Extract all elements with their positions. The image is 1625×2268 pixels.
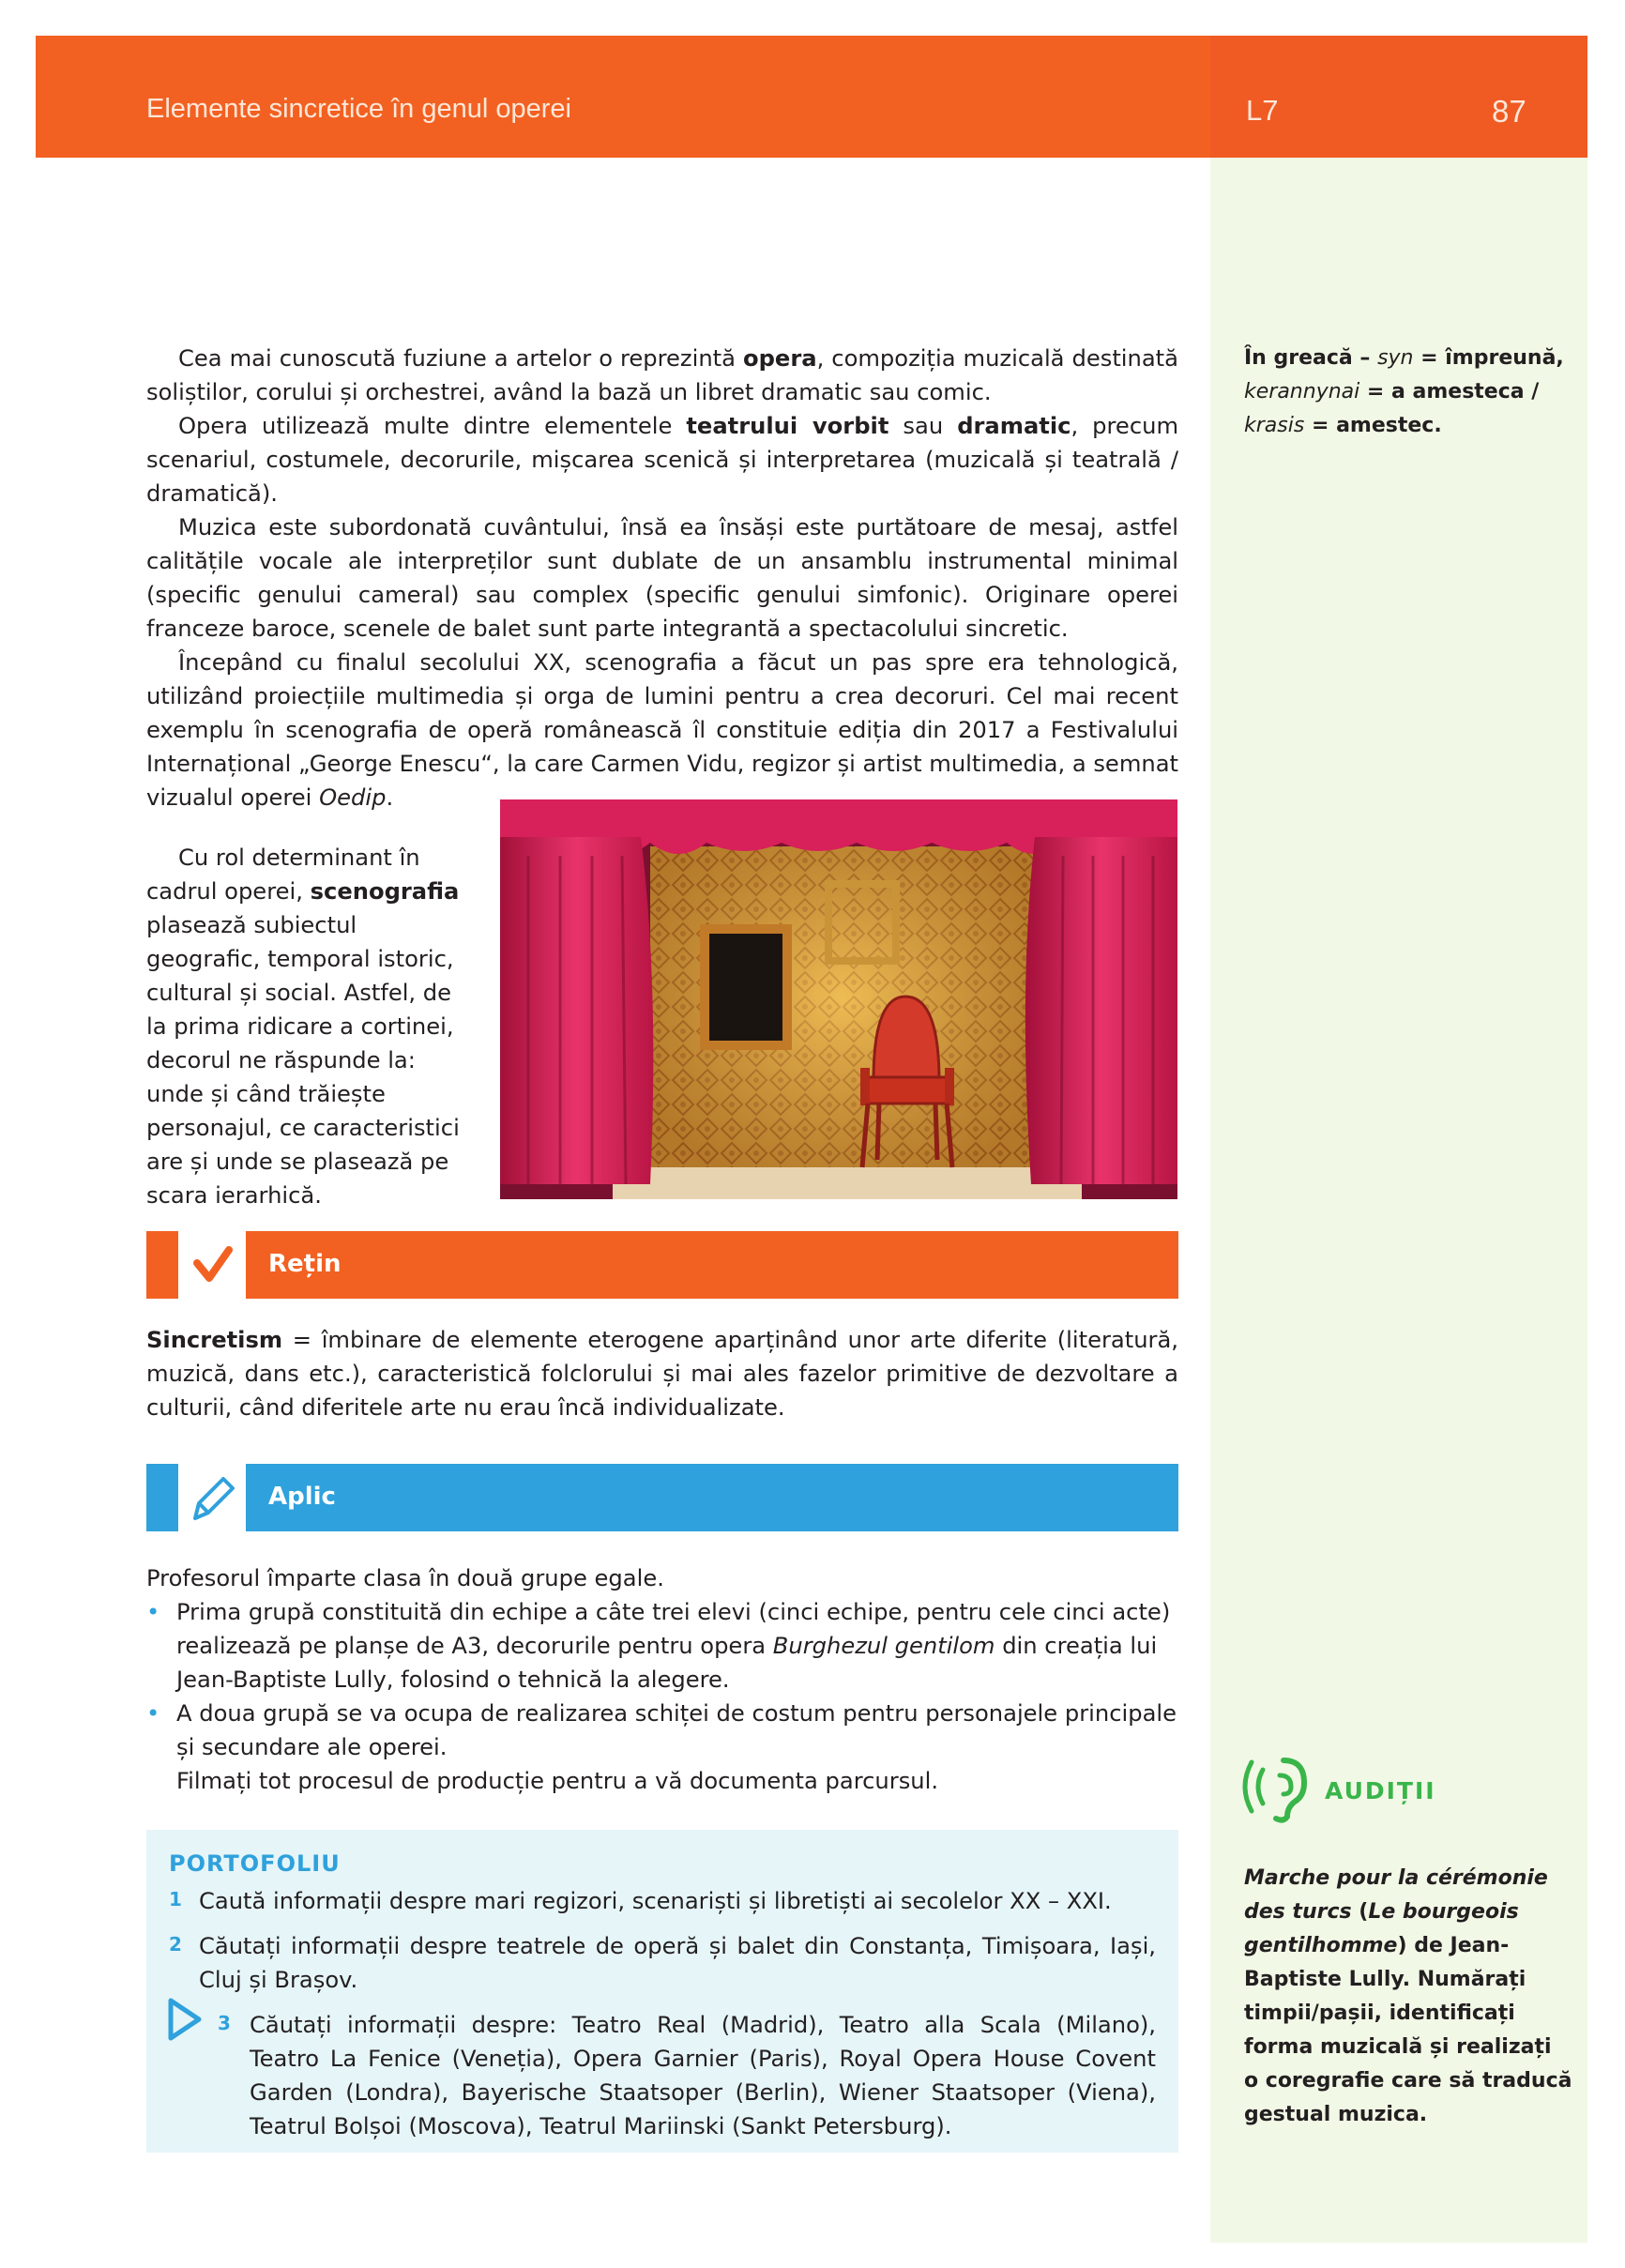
text: din creația lui Jean-Baptiste Lully, folosind o tehnică la alegere.	[176, 1633, 1158, 1693]
note-syn-def: = împreună,	[1413, 346, 1564, 370]
text: .	[386, 784, 394, 811]
intro-text	[146, 342, 1178, 814]
aplic-label: Aplic	[268, 1483, 336, 1511]
ornate-frame	[705, 929, 787, 1045]
pencil-icon	[178, 1464, 246, 1531]
bold-term: dramatic	[957, 413, 1071, 439]
text: plasează subiectul geografic, temporal istoric, cultural și social. Astfel, de la prima ridicare a cortinei, decorul ne răspunde la: unde și când trăiește personajul, ce caracteristici are și unde se plasează pe scara ierarhică.	[146, 912, 460, 1209]
bullet-item	[146, 1697, 1178, 1764]
text: Prima grupă constituită din echipe a câte trei elevi (cinci echipe, pentru cele cinci acte) realizează pe planșe de A3, decorurile pentru opera	[176, 1599, 1171, 1659]
bold-term: opera	[742, 345, 817, 372]
text: A doua grupă se va ocupa de realizarea schiței de costum pentru personajele principale și secundare ale operei.	[176, 1700, 1177, 1760]
play-arrow-icon	[167, 1997, 205, 2046]
lesson-label: L7	[1246, 94, 1279, 127]
text: , compoziția muzicală destinată soliștilor, corului și orchestrei, având la bază un libret dramatic sau comic.	[146, 345, 1178, 405]
auditii-text	[1244, 1862, 1572, 2132]
text: Începând cu finalul secolului XX, scenografia a făcut un pas spre era tehnologică, utilizând proiecțiile multimedia și orga de lumini pentru a crea decoruri. Cel mai recent exemplu în scenografia de operă românească îl constituie ediția din 2017 a Festivalului Internațional „George Enescu“, la care Carmen Vidu, regizor și artist multimedia, a semnat vizualul operei	[146, 649, 1179, 811]
text: (	[1351, 1900, 1369, 1924]
aplic-note: Filmați tot procesul de producție pentru a vă documenta parcursul.	[176, 1768, 939, 1794]
checkmark-icon	[178, 1231, 246, 1299]
aplic-instructions	[146, 1561, 1178, 1798]
item-number: 2	[169, 1933, 182, 1956]
bold-term: teatrului vorbit	[686, 413, 889, 439]
portfolio-box	[146, 1830, 1178, 2153]
text: Opera utilizează multe dintre elementele	[178, 413, 687, 439]
retin-definition	[146, 1323, 1178, 1424]
left-curtain	[500, 837, 653, 1184]
paragraph	[146, 646, 1178, 814]
stage-floor	[613, 1167, 1082, 1199]
bullet: •	[146, 1700, 160, 1727]
aplic-header	[146, 1464, 1178, 1531]
bullet-item	[146, 1595, 1178, 1697]
italic-title: Marche pour la cérémonie des turcs	[1244, 1866, 1548, 1924]
text: Cu rol determinant în cadrul operei,	[146, 845, 420, 905]
right-curtain	[1025, 837, 1177, 1184]
note-kerannynai-def: = a amesteca /	[1359, 380, 1540, 403]
stage-illustration	[500, 799, 1177, 1199]
paragraph	[146, 342, 1178, 409]
ear-icon	[1242, 1751, 1319, 1828]
portfolio-item: Căutați informații despre: Teatro Real (Madrid), Teatro alla Scala (Milano), Teatro La Fenice (Veneția), Opera Garnier (Paris), Royal Opera House Covent Garden (Londra), Bayerische Staatsoper (Berlin), Wiener Staatsoper (Viena), Teatrul Bolșoi (Moscova), Teatrul Mariinski (Sankt Petersburg).	[250, 2012, 1156, 2139]
text: = îmbinare de elemente eterogene aparținând unor arte diferite (literatură, muzică, dans etc.), caracteristică folclorului și mai ales fazelor primitive de dezvoltare a culturii, când diferitele arte nu erau încă individualizate.	[146, 1327, 1178, 1421]
note-kerannynai: kerannynai	[1244, 380, 1360, 403]
italic-title: Oedip	[319, 784, 387, 811]
portfolio-item: Căutați informații despre teatrele de operă și balet din Constanța, Timișoara, Iași, Cluj și Brașov.	[199, 1933, 1156, 1993]
italic-title: Burghezul gentilom	[772, 1633, 995, 1659]
italic-title: Le bourgeois gentilhomme	[1244, 1900, 1519, 1957]
note-krasis: krasis	[1244, 414, 1305, 437]
text: , precum scenariul, costumele, decorurile, mișcarea scenică și interpretarea (muzicală și teatrală / dramatică).	[146, 413, 1179, 507]
retin-header	[146, 1231, 1178, 1299]
greek-etymology-note	[1244, 342, 1572, 443]
item-number: 3	[218, 2012, 231, 2034]
page-number: 87	[1492, 94, 1526, 129]
bullet: •	[146, 1599, 160, 1625]
note-syn: syn	[1377, 346, 1414, 370]
item-number: 1	[169, 1888, 182, 1910]
portfolio-item: Caută informații despre mari regizori, scenariști și libretiști ai secolelor XX – XXI.	[199, 1888, 1112, 1914]
note-prefix: În greacă –	[1244, 346, 1378, 370]
stage-photo	[500, 799, 1177, 1199]
text: sau	[888, 413, 958, 439]
text: ) de Jean-Baptiste Lully. Numărați timpii/pașii, identificați forma muzicală și realizați o coregrafie care să traducă gestual muzica.	[1244, 1934, 1572, 2126]
header-title: Elemente sincretice în genul operei	[146, 94, 571, 124]
paragraph	[146, 409, 1178, 510]
retin-label: Rețin	[268, 1250, 342, 1278]
bold-term: scenografia	[310, 878, 460, 905]
text: Cea mai cunoscută fuziune a artelor o reprezintă	[178, 345, 743, 372]
aplic-intro: Profesorul împarte clasa în două grupe egale.	[146, 1565, 664, 1591]
note-krasis-def: = amestec.	[1304, 414, 1442, 437]
auditii-label: AUDIȚII	[1325, 1777, 1436, 1804]
paragraph: Muzica este subordonată cuvântului, însă ea însăși este purtătoare de mesaj, astfel calitățile vocale ale interpreților sunt dublate de un ansamblu instrumental minimal (specific genului cameral) sau complex (specific genului simfonic). Originare operei franceze baroce, scenele de balet sunt parte integrantă a spectacolului sincretic.	[146, 514, 1178, 642]
scenography-text	[146, 841, 465, 1212]
portfolio-title: PORTOFOLIU	[169, 1850, 341, 1877]
bold-term: Sincretism	[146, 1327, 283, 1353]
